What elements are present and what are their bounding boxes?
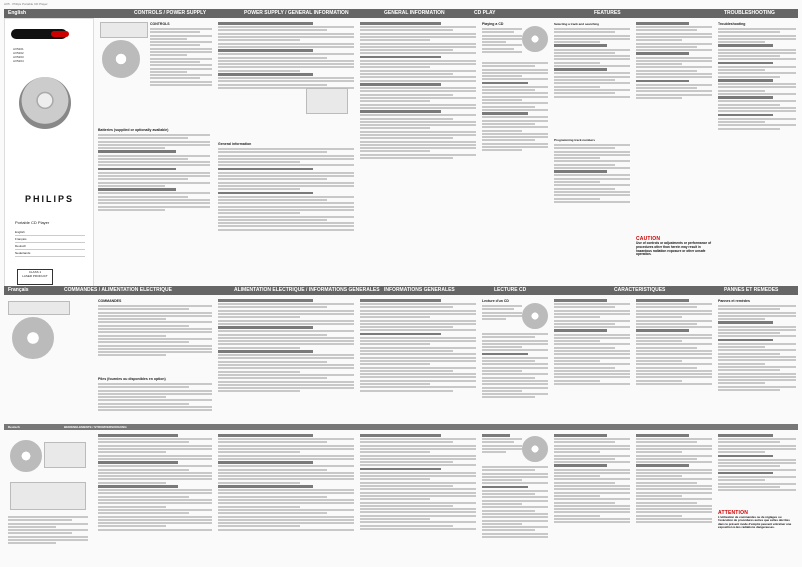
battery-diagram [306, 88, 348, 114]
de-col-3 [358, 432, 478, 562]
german-header-band [4, 424, 798, 430]
fr-col-diagram [4, 297, 94, 423]
band-fr-col5: CARACTERISTIQUES [614, 287, 666, 293]
band-fr-col3: INFORMATIONS GENERALES [384, 287, 455, 293]
fr-col-alim [216, 297, 356, 423]
band-col2: POWER SUPPLY / GENERAL INFORMATION [244, 10, 349, 16]
program-title: Programming track numbers [554, 138, 596, 142]
fr-cd-diagram [522, 303, 548, 329]
features-title: Selecting a track and searching [554, 22, 600, 26]
de-col-6 [716, 432, 798, 562]
player-side-diagram [100, 22, 148, 38]
col-troubleshooting [716, 20, 798, 284]
band-fr-col4: LECTURE CD [494, 287, 527, 293]
band-fr-col6: PANNES ET REMEDES [724, 287, 779, 293]
fr-col-lecture [480, 297, 550, 423]
fr-player-side [8, 301, 70, 315]
model-1: AX5201 [13, 47, 24, 51]
cd-player-illustration [19, 77, 71, 129]
band-fr-col1: COMMANDES / ALIMENTATION ELECTRIQUE [64, 287, 172, 293]
col-controls [96, 20, 214, 284]
band-col3: GENERAL INFORMATION [384, 10, 445, 16]
de-cd-diagram [522, 436, 548, 462]
band-col5: FEATURES [594, 10, 621, 16]
de-col-5 [552, 432, 714, 562]
band-de-col1: BEDIENELEMENTE / STROMVERSORGUNG [64, 425, 127, 429]
lecture-title: Lecture d'un CD [482, 299, 509, 303]
fr-col-caract [552, 297, 714, 423]
fr-col-pannes [716, 297, 798, 423]
cover-title: Portable CD Player [15, 220, 50, 225]
pannes-title: Pannes et remèdes [718, 299, 750, 303]
laser-product: LASER PRODUCT [22, 274, 48, 278]
col-power [216, 20, 356, 284]
lang-en: English [15, 229, 85, 236]
band-language: English [8, 10, 27, 16]
laser-label [17, 269, 53, 285]
language-list [15, 229, 85, 257]
cdplay-title: Playing a CD [482, 22, 504, 26]
player-top-diagram [102, 40, 140, 78]
print-header: AX5 · Philips Portable CD Player [4, 2, 48, 6]
brand-tag [51, 31, 69, 37]
band-fr-col2: ALIMENTATION ELECTRIQUE / INFORMATIONS GENERALES [234, 287, 380, 293]
fr-player-diagram [12, 317, 54, 359]
fr-col-commandes [96, 297, 214, 423]
french-header-band [4, 286, 798, 295]
band-language-de: Deutsch [8, 425, 20, 429]
caution-fr-text: L'utilisation de commandes ou de réglages ou l'exécution de procédures autres que celles décrites dans le présent mode d'emploi peuvent entraîner une exposition à des radiations dangereuses. [718, 515, 792, 530]
de-diagram-3 [10, 482, 86, 510]
de-col-4 [480, 432, 550, 562]
col-general [358, 20, 478, 284]
model-2: AX5202 [13, 51, 24, 55]
piles-title: Piles (fournies ou disponibles en option) [98, 377, 166, 381]
controls-title: CONTROLS [150, 22, 170, 26]
band-col1: CONTROLS / POWER SUPPLY [134, 10, 207, 16]
general-title: General information [218, 142, 252, 146]
col-features [552, 20, 632, 284]
model-list [13, 47, 24, 63]
de-col-2 [216, 432, 356, 562]
band-language-fr: Français [8, 287, 29, 293]
caution-en-text: Use of controls or adjustments or performance of procedures other than herein may result in hazardous radiation exposure or other unsafe operation. [636, 241, 712, 257]
lang-fr: Français [15, 236, 85, 243]
caution-en-head: CAUTION [636, 236, 661, 242]
de-col-1 [96, 432, 214, 562]
band-col4: CD PLAY [474, 10, 496, 16]
cover-panel [4, 18, 94, 287]
batteries-title: Batteries (supplied or optionally available) [98, 128, 169, 132]
model-3: AX5203 [13, 55, 24, 59]
philips-logo: PHILIPS [25, 194, 75, 204]
lang-de: Deutsch [15, 243, 85, 250]
de-col-diagrams [4, 432, 94, 562]
english-header-band [4, 9, 798, 18]
fr-col-info [358, 297, 478, 423]
de-diagram-2 [44, 442, 86, 468]
col-cdplay [480, 20, 550, 284]
caution-fr-head: ATTENTION [718, 510, 749, 516]
de-diagram-1 [10, 440, 42, 472]
lang-nl: Nederlands [15, 250, 85, 257]
cd-insert-diagram [522, 26, 548, 52]
trouble-title: Troubleshooting [718, 22, 746, 26]
laser-class: CLASS 1 [28, 270, 42, 274]
col-features-2 [634, 20, 714, 284]
model-4: AX5204 [13, 59, 24, 63]
commandes-title: COMMANDES [98, 299, 122, 303]
band-col6: TROUBLESHOOTING [724, 10, 775, 16]
